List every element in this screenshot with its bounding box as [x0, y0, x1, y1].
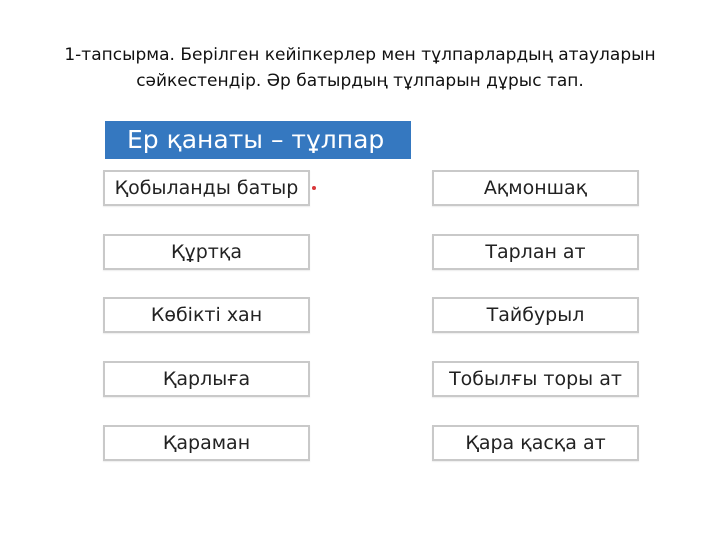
task-line-2: сәйкестендір. Әр батырдың тұлпарын дұрыс тап.: [136, 71, 584, 91]
horse-card[interactable]: Тобылғы торы ат: [432, 361, 639, 397]
hero-card[interactable]: Қарлыға: [103, 361, 310, 397]
hero-card[interactable]: Қобыланды батыр: [103, 170, 310, 206]
horse-card[interactable]: Қара қасқа ат: [432, 425, 639, 461]
topic-banner: Ер қанаты – тұлпар: [105, 121, 411, 159]
horse-card[interactable]: Ақмоншақ: [432, 170, 639, 206]
task-line-1: 1-тапсырма. Берілген кейіпкерлер мен тұлпарлардың атауларын: [64, 45, 656, 65]
hero-card[interactable]: Қараман: [103, 425, 310, 461]
horse-card[interactable]: Тарлан ат: [432, 234, 639, 270]
horse-card[interactable]: Тайбурыл: [432, 297, 639, 333]
red-dot-mark: [312, 186, 316, 190]
hero-card[interactable]: Көбікті хан: [103, 297, 310, 333]
task-instruction: [40, 42, 680, 94]
hero-card[interactable]: Құртқа: [103, 234, 310, 270]
